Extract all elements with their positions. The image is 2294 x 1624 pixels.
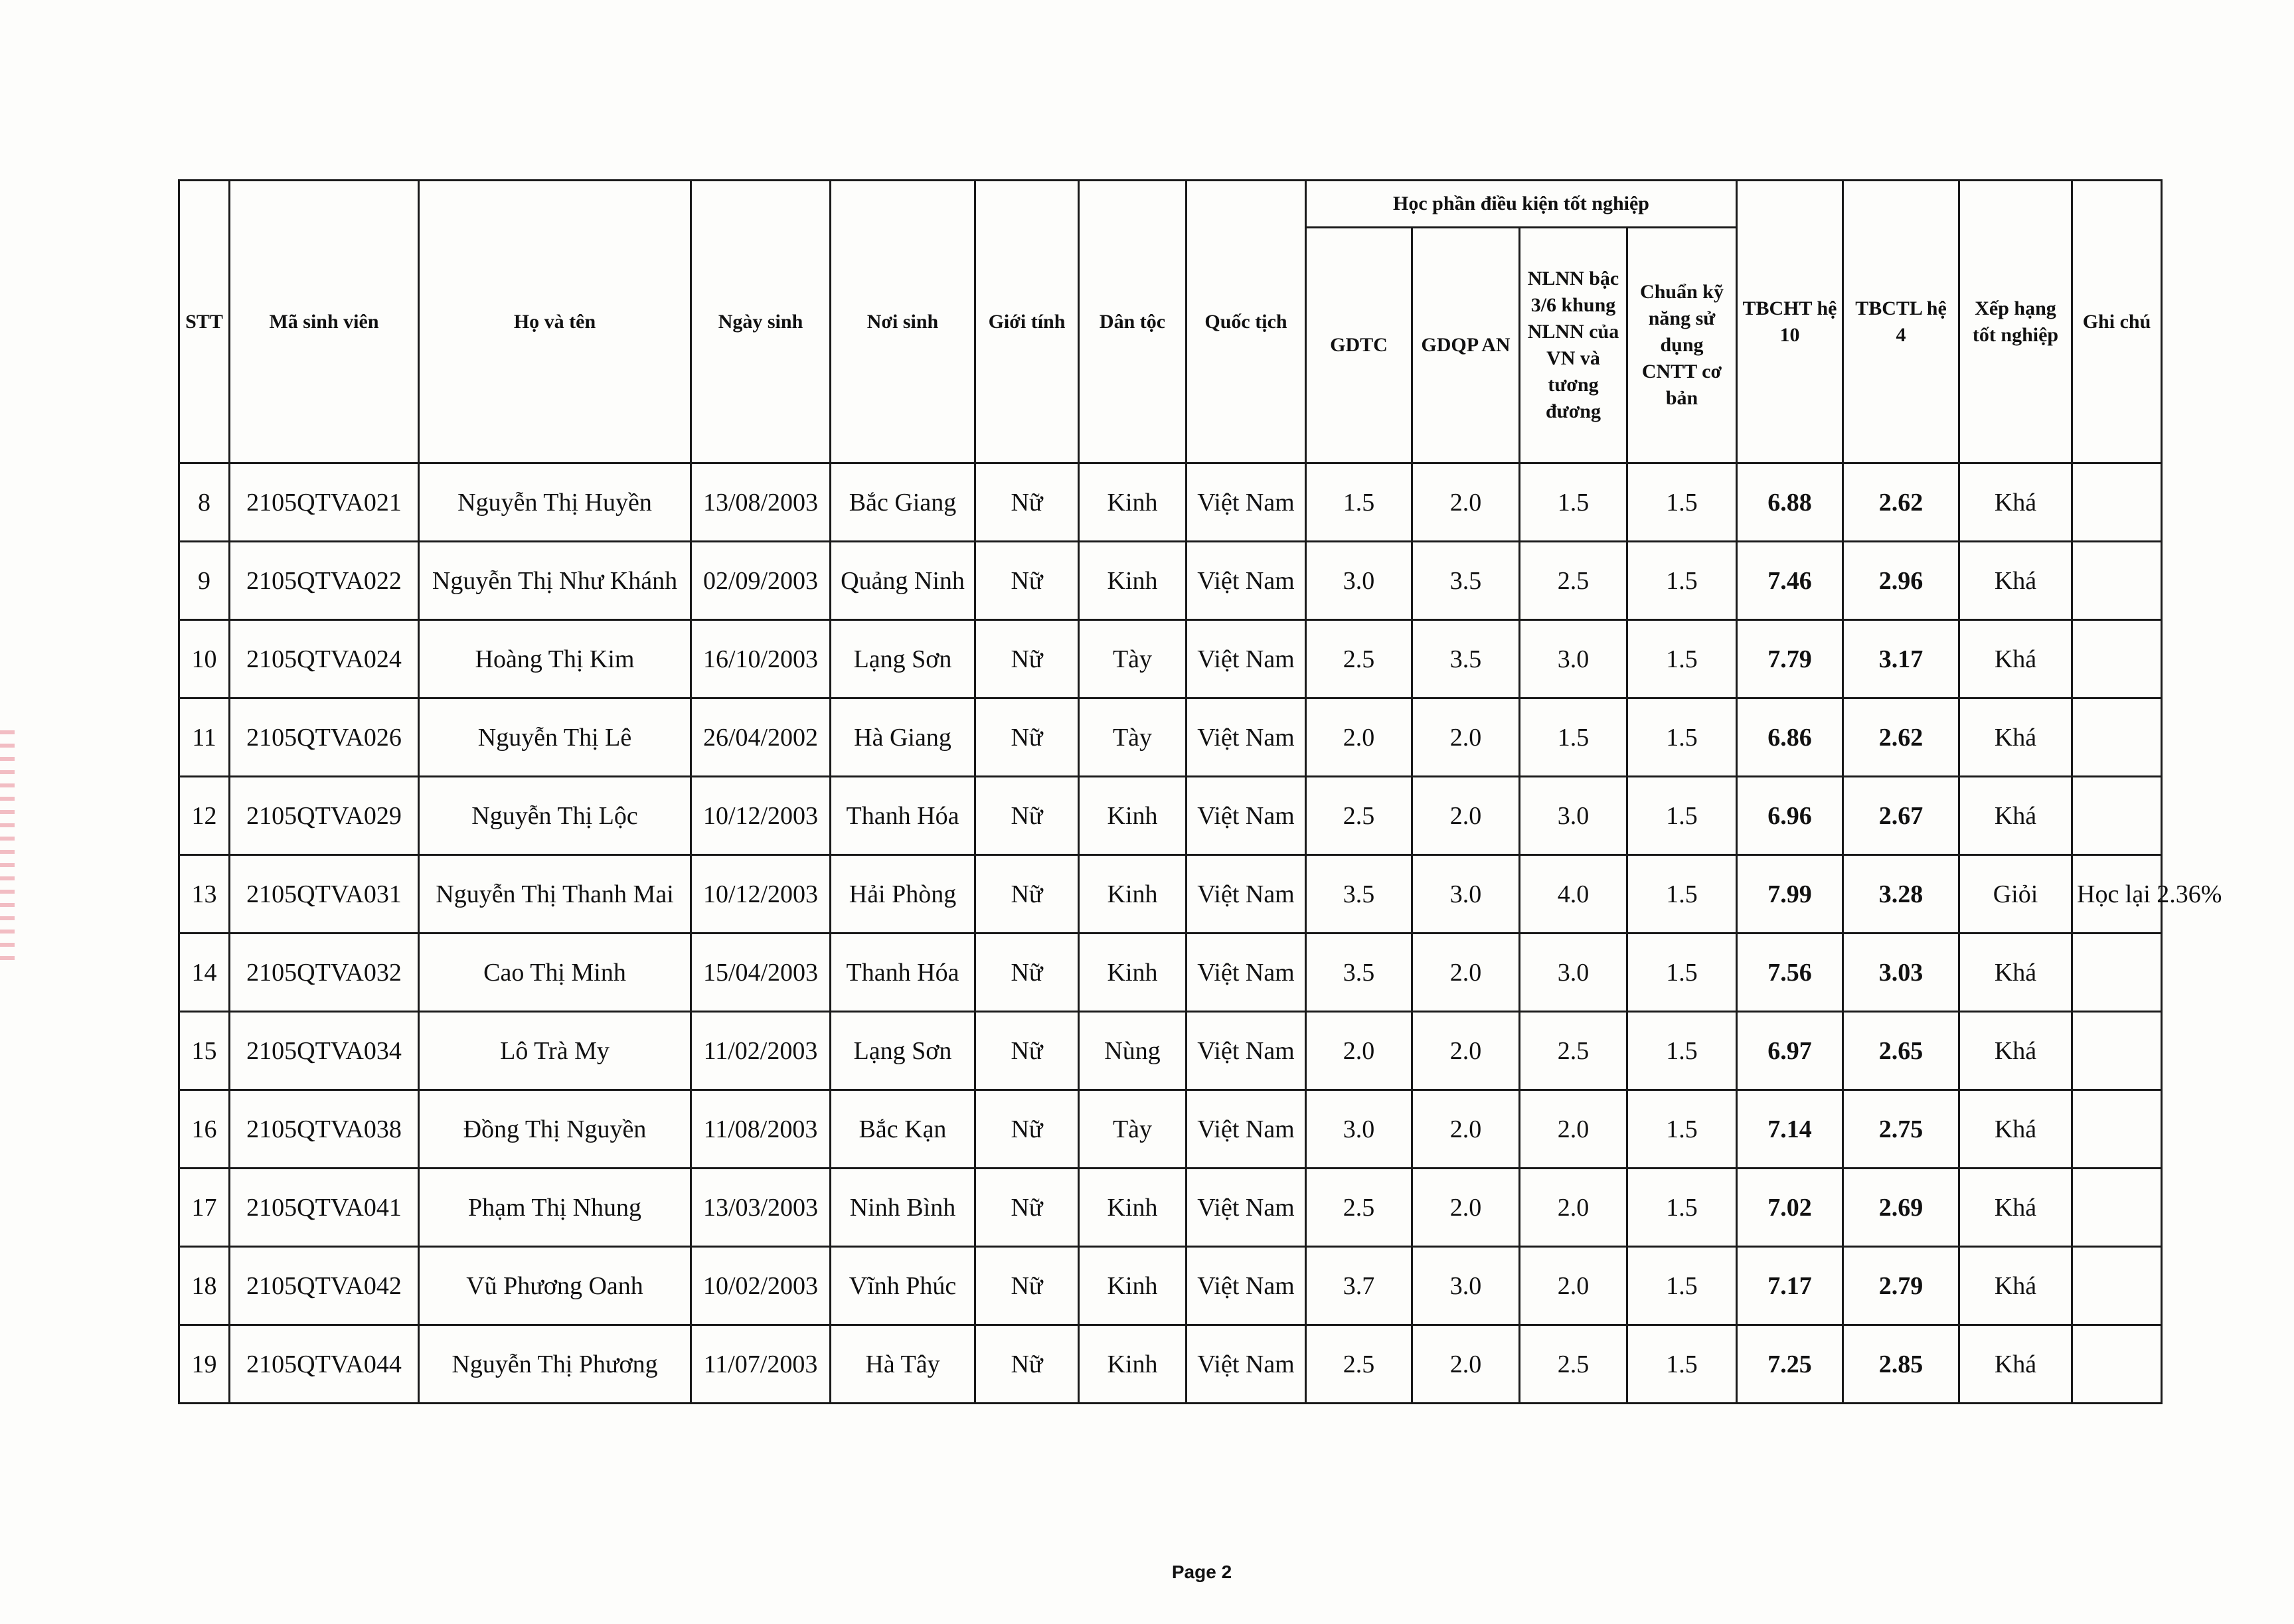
student-id-cell: 2105QTVA034 xyxy=(230,1012,419,1090)
stt-cell: 9 xyxy=(179,542,230,620)
student-rows xyxy=(179,463,2222,1404)
student-id-cell: 2105QTVA044 xyxy=(230,1325,419,1404)
student-name-cell: Cao Thị Minh xyxy=(419,934,691,1012)
cntt-cell: 1.5 xyxy=(1627,777,1737,855)
header-tbctl: TBCTL hệ 4 xyxy=(1843,181,1959,463)
gender-cell: Nữ xyxy=(975,934,1079,1012)
tbcht-cell: 7.99 xyxy=(1737,855,1843,934)
birthplace-cell: Hà Giang xyxy=(831,698,975,777)
table-row xyxy=(179,777,2162,855)
header-dob: Ngày sinh xyxy=(691,181,831,463)
birthplace-cell: Hà Tây xyxy=(831,1325,975,1404)
gdqp-cell: 3.0 xyxy=(1412,1247,1520,1325)
dob-cell: 11/07/2003 xyxy=(691,1325,831,1404)
nlnn-cell: 2.0 xyxy=(1520,1090,1627,1169)
tbcht-cell: 6.97 xyxy=(1737,1012,1843,1090)
tbcht-cell: 6.96 xyxy=(1737,777,1843,855)
nlnn-cell: 3.0 xyxy=(1520,777,1627,855)
student-id-cell: 2105QTVA041 xyxy=(230,1169,419,1247)
ethnicity-cell: Kinh xyxy=(1079,855,1187,934)
header-gdqp: GDQP AN xyxy=(1412,228,1520,463)
student-name-cell: Lô Trà My xyxy=(419,1012,691,1090)
dob-cell: 11/02/2003 xyxy=(691,1012,831,1090)
note-cell xyxy=(2072,1247,2162,1325)
rank-cell: Khá xyxy=(1959,1247,2072,1325)
tbctl-cell: 2.69 xyxy=(1843,1169,1959,1247)
nationality-cell: Việt Nam xyxy=(1187,1247,1306,1325)
cntt-cell: 1.5 xyxy=(1627,1012,1737,1090)
cntt-cell: 1.5 xyxy=(1627,934,1737,1012)
rank-cell: Khá xyxy=(1959,463,2072,542)
cntt-cell: 1.5 xyxy=(1627,1090,1737,1169)
dob-cell: 11/08/2003 xyxy=(691,1090,831,1169)
stt-cell: 19 xyxy=(179,1325,230,1404)
tbcht-cell: 7.25 xyxy=(1737,1325,1843,1404)
gdtc-cell: 2.5 xyxy=(1306,1325,1412,1404)
student-name-cell: Đồng Thị Nguyền xyxy=(419,1090,691,1169)
gender-cell: Nữ xyxy=(975,777,1079,855)
nlnn-cell: 3.0 xyxy=(1520,934,1627,1012)
dob-cell: 02/09/2003 xyxy=(691,542,831,620)
cntt-cell: 1.5 xyxy=(1627,542,1737,620)
tbctl-cell: 3.03 xyxy=(1843,934,1959,1012)
note-cell: Học lại 2.36% xyxy=(2072,855,2162,934)
student-id-cell: 2105QTVA038 xyxy=(230,1090,419,1169)
stt-cell: 12 xyxy=(179,777,230,855)
birthplace-cell: Lạng Sơn xyxy=(831,1012,975,1090)
cntt-cell: 1.5 xyxy=(1627,1325,1737,1404)
birthplace-cell: Bắc Kạn xyxy=(831,1090,975,1169)
tbctl-cell: 2.96 xyxy=(1843,542,1959,620)
nationality-cell: Việt Nam xyxy=(1187,463,1306,542)
note-cell xyxy=(2072,1169,2162,1247)
table-row xyxy=(179,463,2162,542)
gender-cell: Nữ xyxy=(975,1169,1079,1247)
nationality-cell: Việt Nam xyxy=(1187,1169,1306,1247)
table-row xyxy=(179,1325,2162,1404)
tbctl-cell: 2.62 xyxy=(1843,698,1959,777)
dob-cell: 13/03/2003 xyxy=(691,1169,831,1247)
birthplace-cell: Bắc Giang xyxy=(831,463,975,542)
header-stt: STT xyxy=(179,181,230,463)
ethnicity-cell: Kinh xyxy=(1079,1169,1187,1247)
student-name-cell: Nguyễn Thị Phương xyxy=(419,1325,691,1404)
gdtc-cell: 3.7 xyxy=(1306,1247,1412,1325)
rank-cell: Khá xyxy=(1959,620,2072,698)
birthplace-cell: Hải Phòng xyxy=(831,855,975,934)
gdqp-cell: 3.5 xyxy=(1412,542,1520,620)
birthplace-cell: Quảng Ninh xyxy=(831,542,975,620)
gender-cell: Nữ xyxy=(975,1012,1079,1090)
rank-cell: Khá xyxy=(1959,1012,2072,1090)
nationality-cell: Việt Nam xyxy=(1187,777,1306,855)
gdqp-cell: 2.0 xyxy=(1412,1012,1520,1090)
nlnn-cell: 1.5 xyxy=(1520,463,1627,542)
header-note: Ghi chú xyxy=(2072,181,2162,463)
cntt-cell: 1.5 xyxy=(1627,855,1737,934)
dob-cell: 13/08/2003 xyxy=(691,463,831,542)
tbctl-cell: 2.85 xyxy=(1843,1325,1959,1404)
tbctl-cell: 2.67 xyxy=(1843,777,1959,855)
note-cell xyxy=(2072,1325,2162,1404)
stt-cell: 18 xyxy=(179,1247,230,1325)
nationality-cell: Việt Nam xyxy=(1187,1012,1306,1090)
header-nationality: Quốc tịch xyxy=(1187,181,1306,463)
ethnicity-cell: Kinh xyxy=(1079,463,1187,542)
page-number: Page 2 xyxy=(1171,1562,1232,1582)
birthplace-cell: Thanh Hóa xyxy=(831,934,975,1012)
gender-cell: Nữ xyxy=(975,1247,1079,1325)
table-row xyxy=(179,1247,2162,1325)
header-row-top xyxy=(179,181,2162,228)
gdqp-cell: 2.0 xyxy=(1412,777,1520,855)
gdqp-cell: 2.0 xyxy=(1412,1325,1520,1404)
cntt-cell: 1.5 xyxy=(1627,463,1737,542)
tbcht-cell: 7.56 xyxy=(1737,934,1843,1012)
dob-cell: 16/10/2003 xyxy=(691,620,831,698)
gender-cell: Nữ xyxy=(975,463,1079,542)
graduation-results-sheet xyxy=(178,179,2222,1441)
rank-cell: Khá xyxy=(1959,1090,2072,1169)
nlnn-cell: 2.0 xyxy=(1520,1247,1627,1325)
tbctl-cell: 3.17 xyxy=(1843,620,1959,698)
nationality-cell: Việt Nam xyxy=(1187,1090,1306,1169)
gdtc-cell: 2.5 xyxy=(1306,620,1412,698)
nlnn-cell: 3.0 xyxy=(1520,620,1627,698)
birthplace-cell: Ninh Bình xyxy=(831,1169,975,1247)
dob-cell: 26/04/2002 xyxy=(691,698,831,777)
student-id-cell: 2105QTVA042 xyxy=(230,1247,419,1325)
table-row xyxy=(179,620,2162,698)
tbcht-cell: 7.02 xyxy=(1737,1169,1843,1247)
note-cell xyxy=(2072,1090,2162,1169)
gdqp-cell: 2.0 xyxy=(1412,463,1520,542)
header-student-id: Mã sinh viên xyxy=(230,181,419,463)
header-gdtc: GDTC xyxy=(1306,228,1412,463)
student-id-cell: 2105QTVA022 xyxy=(230,542,419,620)
student-id-cell: 2105QTVA026 xyxy=(230,698,419,777)
nlnn-cell: 2.5 xyxy=(1520,1325,1627,1404)
stt-cell: 8 xyxy=(179,463,230,542)
nationality-cell: Việt Nam xyxy=(1187,1325,1306,1404)
header-nlnn: NLNN bậc 3/6 khung NLNN của VN và tương đương xyxy=(1520,228,1627,463)
red-stamp-edge xyxy=(0,730,15,969)
gender-cell: Nữ xyxy=(975,620,1079,698)
nationality-cell: Việt Nam xyxy=(1187,542,1306,620)
nlnn-cell: 4.0 xyxy=(1520,855,1627,934)
header-gender: Giới tính xyxy=(975,181,1079,463)
rank-cell: Khá xyxy=(1959,777,2072,855)
ethnicity-cell: Kinh xyxy=(1079,1247,1187,1325)
student-name-cell: Nguyễn Thị Như Khánh xyxy=(419,542,691,620)
tbctl-cell: 2.65 xyxy=(1843,1012,1959,1090)
birthplace-cell: Lạng Sơn xyxy=(831,620,975,698)
student-name-cell: Nguyễn Thị Thanh Mai xyxy=(419,855,691,934)
gender-cell: Nữ xyxy=(975,542,1079,620)
ethnicity-cell: Kinh xyxy=(1079,934,1187,1012)
dob-cell: 10/12/2003 xyxy=(691,777,831,855)
student-id-cell: 2105QTVA032 xyxy=(230,934,419,1012)
gdqp-cell: 2.0 xyxy=(1412,1169,1520,1247)
gdtc-cell: 3.0 xyxy=(1306,1090,1412,1169)
stt-cell: 17 xyxy=(179,1169,230,1247)
student-name-cell: Vũ Phương Oanh xyxy=(419,1247,691,1325)
stt-cell: 16 xyxy=(179,1090,230,1169)
cntt-cell: 1.5 xyxy=(1627,1169,1737,1247)
ethnicity-cell: Kinh xyxy=(1079,542,1187,620)
rank-cell: Khá xyxy=(1959,1325,2072,1404)
student-id-cell: 2105QTVA029 xyxy=(230,777,419,855)
header-full-name: Họ và tên xyxy=(419,181,691,463)
table-row xyxy=(179,1169,2162,1247)
gdtc-cell: 2.5 xyxy=(1306,777,1412,855)
header-condition-group: Học phần điều kiện tốt nghiệp xyxy=(1306,181,1737,228)
note-cell xyxy=(2072,698,2162,777)
dob-cell: 10/02/2003 xyxy=(691,1247,831,1325)
note-cell xyxy=(2072,777,2162,855)
student-name-cell: Nguyễn Thị Huyền xyxy=(419,463,691,542)
gdtc-cell: 2.0 xyxy=(1306,698,1412,777)
gdqp-cell: 2.0 xyxy=(1412,1090,1520,1169)
stt-cell: 13 xyxy=(179,855,230,934)
stt-cell: 10 xyxy=(179,620,230,698)
rank-cell: Giỏi xyxy=(1959,855,2072,934)
tbcht-cell: 6.88 xyxy=(1737,463,1843,542)
gender-cell: Nữ xyxy=(975,698,1079,777)
student-name-cell: Nguyễn Thị Lê xyxy=(419,698,691,777)
tbcht-cell: 7.46 xyxy=(1737,542,1843,620)
table-row xyxy=(179,855,2162,934)
ethnicity-cell: Nùng xyxy=(1079,1012,1187,1090)
gdqp-cell: 2.0 xyxy=(1412,698,1520,777)
note-cell xyxy=(2072,463,2162,542)
stt-cell: 11 xyxy=(179,698,230,777)
tbctl-cell: 2.75 xyxy=(1843,1090,1959,1169)
tbcht-cell: 7.14 xyxy=(1737,1090,1843,1169)
nlnn-cell: 2.5 xyxy=(1520,542,1627,620)
rank-cell: Khá xyxy=(1959,542,2072,620)
rank-cell: Khá xyxy=(1959,698,2072,777)
gdtc-cell: 3.0 xyxy=(1306,542,1412,620)
graduation-results-table xyxy=(178,179,2222,1404)
student-name-cell: Hoàng Thị Kim xyxy=(419,620,691,698)
ethnicity-cell: Kinh xyxy=(1079,777,1187,855)
header-tbcht: TBCHT hệ 10 xyxy=(1737,181,1843,463)
nationality-cell: Việt Nam xyxy=(1187,855,1306,934)
dob-cell: 15/04/2003 xyxy=(691,934,831,1012)
student-id-cell: 2105QTVA024 xyxy=(230,620,419,698)
stt-cell: 15 xyxy=(179,1012,230,1090)
birthplace-cell: Thanh Hóa xyxy=(831,777,975,855)
cntt-cell: 1.5 xyxy=(1627,698,1737,777)
tbctl-cell: 3.28 xyxy=(1843,855,1959,934)
gdtc-cell: 3.5 xyxy=(1306,934,1412,1012)
note-cell xyxy=(2072,934,2162,1012)
gdqp-cell: 2.0 xyxy=(1412,934,1520,1012)
note-cell xyxy=(2072,620,2162,698)
header-rank: Xếp hạng tốt nghiệp xyxy=(1959,181,2072,463)
gender-cell: Nữ xyxy=(975,1325,1079,1404)
gdtc-cell: 1.5 xyxy=(1306,463,1412,542)
ethnicity-cell: Tày xyxy=(1079,1090,1187,1169)
gdqp-cell: 3.5 xyxy=(1412,620,1520,698)
student-name-cell: Nguyễn Thị Lộc xyxy=(419,777,691,855)
header-birthplace: Nơi sinh xyxy=(831,181,975,463)
header-cntt: Chuẩn kỹ năng sử dụng CNTT cơ bản xyxy=(1627,228,1737,463)
rank-cell: Khá xyxy=(1959,1169,2072,1247)
table-row xyxy=(179,698,2162,777)
cntt-cell: 1.5 xyxy=(1627,620,1737,698)
birthplace-cell: Vĩnh Phúc xyxy=(831,1247,975,1325)
tbcht-cell: 6.86 xyxy=(1737,698,1843,777)
gdtc-cell: 2.5 xyxy=(1306,1169,1412,1247)
nlnn-cell: 1.5 xyxy=(1520,698,1627,777)
ethnicity-cell: Tày xyxy=(1079,620,1187,698)
gender-cell: Nữ xyxy=(975,855,1079,934)
nlnn-cell: 2.5 xyxy=(1520,1012,1627,1090)
gdtc-cell: 3.5 xyxy=(1306,855,1412,934)
nationality-cell: Việt Nam xyxy=(1187,698,1306,777)
note-cell xyxy=(2072,1012,2162,1090)
dob-cell: 10/12/2003 xyxy=(691,855,831,934)
tbcht-cell: 7.79 xyxy=(1737,620,1843,698)
gdtc-cell: 2.0 xyxy=(1306,1012,1412,1090)
stt-cell: 14 xyxy=(179,934,230,1012)
student-name-cell: Phạm Thị Nhung xyxy=(419,1169,691,1247)
rank-cell: Khá xyxy=(1959,934,2072,1012)
table-row xyxy=(179,1090,2162,1169)
header-ethnicity: Dân tộc xyxy=(1079,181,1187,463)
cntt-cell: 1.5 xyxy=(1627,1247,1737,1325)
gender-cell: Nữ xyxy=(975,1090,1079,1169)
tbctl-cell: 2.62 xyxy=(1843,463,1959,542)
tbcht-cell: 7.17 xyxy=(1737,1247,1843,1325)
nationality-cell: Việt Nam xyxy=(1187,934,1306,1012)
ethnicity-cell: Tày xyxy=(1079,698,1187,777)
tbctl-cell: 2.79 xyxy=(1843,1247,1959,1325)
table-row xyxy=(179,1012,2162,1090)
student-id-cell: 2105QTVA031 xyxy=(230,855,419,934)
table-row xyxy=(179,542,2162,620)
nlnn-cell: 2.0 xyxy=(1520,1169,1627,1247)
table-row xyxy=(179,934,2162,1012)
note-cell xyxy=(2072,542,2162,620)
nationality-cell: Việt Nam xyxy=(1187,620,1306,698)
gdqp-cell: 3.0 xyxy=(1412,855,1520,934)
ethnicity-cell: Kinh xyxy=(1079,1325,1187,1404)
student-id-cell: 2105QTVA021 xyxy=(230,463,419,542)
